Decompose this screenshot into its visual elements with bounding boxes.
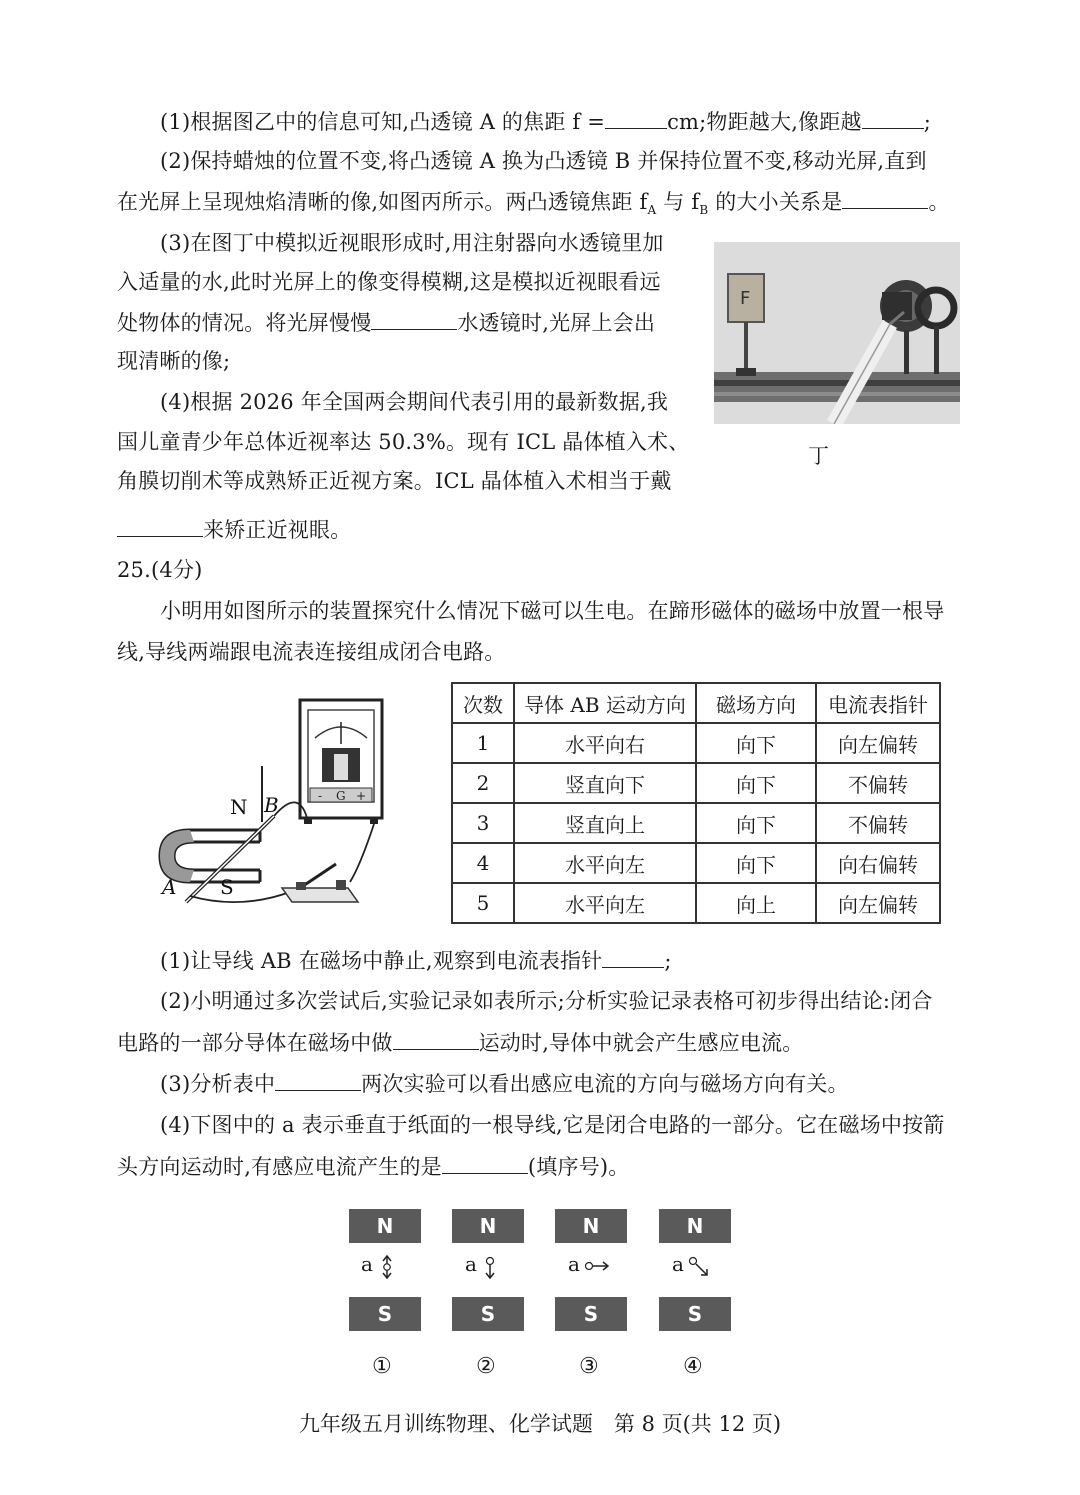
conductor-b-label: B (264, 793, 279, 817)
arrow-right-icon (584, 1258, 610, 1274)
north-pole-block: N (555, 1209, 627, 1243)
q24-part3-line4: 现清晰的像; (117, 349, 231, 373)
option-number: ③ (579, 1354, 599, 1379)
table-cell: 向左偏转 (816, 723, 940, 763)
table-row (452, 763, 940, 803)
q24-part4-line4: 来矫正近视眼。 (117, 514, 351, 545)
table-header: 导体 AB 运动方向 (514, 683, 696, 723)
south-pole-block: S (659, 1297, 731, 1331)
conductor-label: a (568, 1252, 580, 1276)
q25-intro-line2: 线,导线两端跟电流表连接组成闭合电路。 (117, 640, 506, 664)
table-cell: 竖直向下 (514, 763, 696, 803)
conductor-label: a (361, 1252, 373, 1276)
terminal-plus: + (356, 789, 367, 803)
table-cell: 竖直向上 (514, 803, 696, 843)
table-header-row (452, 683, 940, 723)
table-cell: 2 (452, 763, 514, 803)
table-row (452, 803, 940, 843)
arrow-down-icon (483, 1254, 497, 1280)
answer-blank[interactable] (605, 106, 667, 129)
table-cell: 不偏转 (816, 763, 940, 803)
table-cell: 向下 (696, 843, 816, 883)
terminal-g: G (336, 789, 346, 803)
optical-bench-illustration (714, 242, 960, 424)
north-pole-block: N (659, 1209, 731, 1243)
table-cell: 5 (452, 883, 514, 923)
south-pole-block: S (555, 1297, 627, 1331)
table-cell: 4 (452, 843, 514, 883)
answer-blank[interactable] (442, 1151, 528, 1174)
answer-blank[interactable] (275, 1068, 361, 1091)
q25-part1: (1)让导线 AB 在磁场中静止,观察到电流表指针 ; (160, 945, 672, 976)
table-cell: 不偏转 (816, 803, 940, 843)
q24-part3-line1: (3)在图丁中模拟近视眼形成时,用注射器向水透镜里加 (160, 231, 664, 255)
option-number: ② (476, 1354, 496, 1379)
answer-blank[interactable] (117, 514, 203, 537)
table-cell: 向下 (696, 763, 816, 803)
arrow-diagonal-icon (688, 1256, 710, 1278)
q24-part4-line2: 国儿童青少年总体近视率达 50.3%。现有 ICL 晶体植入术、 (117, 430, 690, 454)
answer-blank[interactable] (862, 106, 924, 129)
magnet-north-label: N (230, 795, 248, 819)
arrow-up-down-icon (380, 1254, 394, 1280)
table-cell: 向上 (696, 883, 816, 923)
table-cell: 向下 (696, 803, 816, 843)
table-row (452, 843, 940, 883)
table-cell: 向下 (696, 723, 816, 763)
q24-part3-line2: 入适量的水,此时光屏上的像变得模糊,这是模拟近视眼看远 (117, 270, 661, 294)
south-pole-block: S (452, 1297, 524, 1331)
answer-blank[interactable] (602, 945, 664, 968)
q25-part4-line1: (4)下图中的 a 表示垂直于纸面的一根导线,它是闭合电路的一部分。它在磁场中按箭 (160, 1113, 945, 1137)
experiment-record-table (451, 682, 941, 924)
south-pole-block: S (349, 1297, 421, 1331)
q25-part2-line1: (2)小明通过多次尝试后,实验记录如表所示;分析实验记录表格可初步得出结论:闭合 (160, 989, 933, 1013)
table-header: 电流表指针 (816, 683, 940, 723)
q24-part2-line1: (2)保持蜡烛的位置不变,将凸透镜 A 换为凸透镜 B 并保持位置不变,移动光屏,直到 (160, 149, 927, 173)
conductor-a-label: A (162, 875, 177, 899)
q25-heading: 25.(4分) (117, 558, 203, 582)
page-footer: 九年级五月训练物理、化学试题 第 8 页(共 12 页) (298, 1412, 782, 1436)
q25-part4-line2: 头方向运动时,有感应电流产生的是 (填序号)。 (117, 1151, 629, 1182)
table-cell: 向左偏转 (816, 883, 940, 923)
table-cell: 水平向左 (514, 883, 696, 923)
q25-part2-line2: 电路的一部分导体在磁场中做 运动时,导体中就会产生感应电流。 (117, 1027, 803, 1058)
conductor-label: a (465, 1252, 477, 1276)
table-cell: 向右偏转 (816, 843, 940, 883)
terminal-minus: - (318, 789, 323, 803)
conductor-label: a (672, 1252, 684, 1276)
magnet-south-label: S (220, 875, 234, 899)
answer-blank[interactable] (842, 186, 928, 209)
induction-apparatus-diagram (150, 696, 400, 916)
q25-part3: (3)分析表中 两次实验可以看出感应电流的方向与磁场方向有关。 (160, 1068, 849, 1099)
q24-part2-line2: 在光屏上呈现烛焰清晰的像,如图丙所示。两凸透镜焦距 $f_A$ 与 $f_B$ 的大小关系是 。 (117, 186, 950, 225)
photo-caption: 丁 (808, 444, 829, 468)
q25-intro-line1: 小明用如图所示的装置探究什么情况下磁可以生电。在蹄形磁体的磁场中放置一根导 (160, 599, 945, 623)
screen-letter: F (740, 288, 751, 309)
answer-blank[interactable] (371, 307, 457, 330)
q24-part3-line3: 处物体的情况。将光屏慢慢 水透镜时,光屏上会出 (117, 307, 655, 338)
table-cell: 1 (452, 723, 514, 763)
table-cell: 水平向右 (514, 723, 696, 763)
answer-blank[interactable] (393, 1027, 479, 1050)
table-header: 次数 (452, 683, 514, 723)
north-pole-block: N (349, 1209, 421, 1243)
q24-part4-line3: 角膜切削术等成熟矫正近视方案。ICL 晶体植入术相当于戴 (117, 469, 672, 493)
table-cell: 水平向左 (514, 843, 696, 883)
option-number: ④ (683, 1354, 703, 1379)
option-number: ① (372, 1354, 392, 1379)
water-lens-photo (714, 242, 960, 424)
table-cell: 3 (452, 803, 514, 843)
table-row (452, 883, 940, 923)
table-row (452, 723, 940, 763)
table-header: 磁场方向 (696, 683, 816, 723)
q24-part1: (1)根据图乙中的信息可知,凸透镜 A 的焦距 f = cm;物距越大,像距越 ; (160, 106, 931, 137)
q24-part4-line1: (4)根据 2026 年全国两会期间代表引用的最新数据,我 (160, 390, 669, 414)
north-pole-block: N (452, 1209, 524, 1243)
